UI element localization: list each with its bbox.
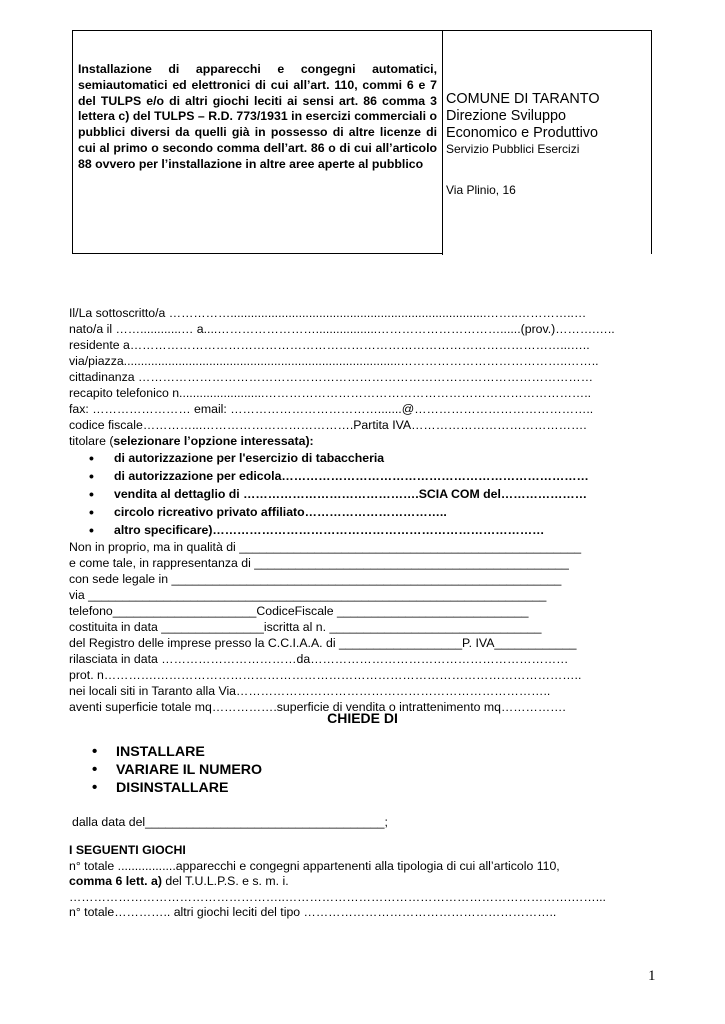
service-name: Servizio Pubblici Esercizi bbox=[446, 142, 580, 156]
comma-rest: del T.U.L.P.S. e s. m. i. bbox=[161, 874, 289, 889]
games-comma-line bbox=[69, 874, 669, 890]
locali-field[interactable]: nei locali siti in Taranto alla Via………………………………………………………………….. bbox=[69, 684, 551, 698]
option-altro[interactable]: • altro specificare)……………………………………………………………………… bbox=[69, 521, 669, 539]
citizenship-field[interactable]: cittadinanza ………………………………………………………………………………………………… bbox=[69, 370, 594, 384]
option-circolo[interactable]: • circolo ricreativo privato affiliato…………………………….. bbox=[69, 503, 669, 521]
action-installare[interactable]: • INSTALLARE bbox=[88, 743, 262, 761]
company-phone-field[interactable]: telefono_____________________CodiceFiscale ____________________________ bbox=[69, 604, 529, 618]
titolare-prefix: titolare ( bbox=[69, 434, 114, 448]
chiede-heading: CHIEDE DI bbox=[327, 710, 398, 726]
option-tabaccheria[interactable]: • di autorizzazione per l'esercizio di tabaccheria bbox=[69, 449, 669, 467]
direction-line-2: Economico e Produttivo bbox=[446, 125, 598, 141]
games-total-other[interactable]: n° totale………….. altri giochi leciti del tipo …………………………………………………….. bbox=[69, 905, 557, 920]
games-dotted-line[interactable]: ……………………………………………..…………………………………………………………….……... bbox=[69, 889, 606, 904]
residence-field[interactable]: residente a……………………………………………………………………………………………...….. bbox=[69, 338, 590, 352]
option-edicola[interactable]: • di autorizzazione per edicola………………………………………………………………… bbox=[69, 467, 669, 485]
office-address: Via Plinio, 16 bbox=[446, 183, 516, 197]
fax-email-field[interactable]: fax: …………………… email: ……………………………….......@…………………………………….. bbox=[69, 402, 594, 416]
sottoscritto-field[interactable]: Il/La sottoscritto/a ……………...........................................................................……..…………..… bbox=[69, 306, 587, 320]
tax-code-field[interactable]: codice fiscale…………...……………………………….Partita IVA……………………………………. bbox=[69, 418, 587, 432]
registro-field[interactable]: del Registro delle imprese presso la C.C.I.A.A. di __________________P. IVA____________ bbox=[69, 636, 577, 650]
rilasciata-field[interactable]: rilasciata in data ……………………………da……………………………………………………… bbox=[69, 652, 569, 666]
street-field[interactable]: via/piazza.................................................................................…………………………………..…….. bbox=[69, 354, 599, 368]
page-number: 1 bbox=[648, 968, 656, 984]
form-subject: Installazione di apparecchi e congegni automatici, semiautomatici ed elettronici di cui all’art. 110, commi 6 e 7 del TULPS e/o di altri giochi leciti ai sensi art. 86 comma 3 lettera c) del TULPS – R.D. 773/1931 in esercizi commerciali o pubblici diversi da quelli già in possesso di altre licenze di cui al primo o secondo comma dell’art. 86 o di cui all’articolo 88 ovvero per l’installazione in altre aree aperte al pubblico bbox=[73, 31, 443, 255]
comma-reference: comma 6 lett. a) bbox=[69, 874, 162, 889]
office-info bbox=[446, 91, 651, 197]
phone-field[interactable]: recapito telefonico n.........................…………………………………………………………………….. bbox=[69, 386, 592, 400]
start-date-field[interactable]: dalla data del___________________________________; bbox=[72, 815, 388, 829]
action-disinstallare[interactable]: • DISINSTALLARE bbox=[88, 779, 262, 797]
sede-legale-field[interactable]: con sede legale in _________________________________________________________ bbox=[69, 572, 562, 586]
titolare-options bbox=[69, 449, 669, 539]
games-total-110[interactable]: n° totale .................apparecchi e congegni appartenenti alla tipologia di cui all’articolo 110, bbox=[69, 858, 560, 873]
applicant-form bbox=[69, 305, 669, 715]
header-box bbox=[72, 30, 652, 254]
direction-line-1: Direzione Sviluppo bbox=[446, 108, 566, 124]
birth-field[interactable]: nato/a il ……............… a....……………………..................…………………………......(prov.)……….….. bbox=[69, 322, 615, 336]
games-heading: I SEGUENTI GIOCHI bbox=[69, 843, 186, 857]
option-vendita[interactable]: • vendita al dettaglio di …………………………………….SCIA COM del………………… bbox=[69, 485, 669, 503]
rappresentanza-field[interactable]: e come tale, in rappresentanza di ______________________________________________ bbox=[69, 556, 569, 570]
city-name: COMUNE DI TARANTO bbox=[446, 91, 600, 107]
request-actions bbox=[88, 743, 262, 797]
costituita-field[interactable]: costituita in data _______________iscritta al n. _______________________________ bbox=[69, 620, 542, 634]
prot-field[interactable]: prot. n………….………………………………………………………………………………………….. bbox=[69, 668, 582, 682]
qualita-field[interactable]: Non in proprio, ma in qualità di __________________________________________________ bbox=[69, 540, 582, 554]
titolare-label bbox=[69, 433, 669, 449]
action-variare[interactable]: • VARIARE IL NUMERO bbox=[88, 761, 262, 779]
header-divider bbox=[72, 253, 442, 254]
games-section bbox=[69, 843, 669, 921]
company-street-field[interactable]: via ___________________________________________________________________ bbox=[69, 588, 547, 602]
titolare-instruction: selezionare l’opzione interessata): bbox=[113, 434, 314, 448]
superficie-field[interactable]: aventi superficie totale mq…………….superficie di vendita o intrattenimento mq……………. bbox=[69, 700, 566, 714]
